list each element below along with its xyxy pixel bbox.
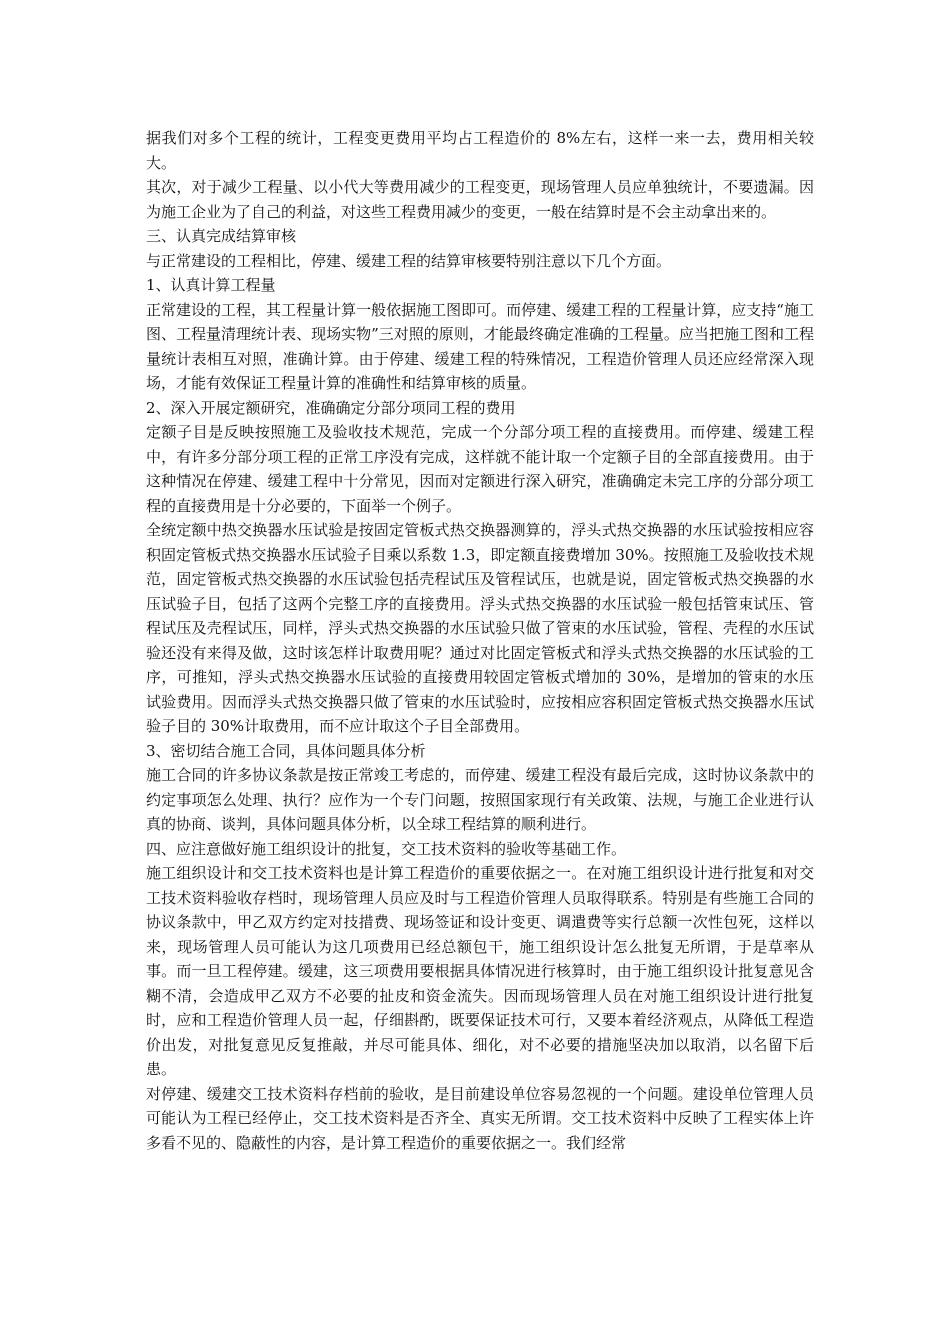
- subheading-contract: 3、密切结合施工合同，具体问题具体分析: [146, 741, 426, 760]
- paragraph-quantity: 正常建设的工程，其工程量计算一般依据施工图即可。而停建、缓建工程的工程量计算，应支持“施工图、工程量清理统计表、现场实物”三对照的原则，才能最终确定准确的工程量。应当把施工图和工程量统计表相互对照，准确计算。由于停建、缓建工程的特殊情况，工程造价管理人员还应经常深入现场，才能有效保证工程量计算的准确性和结算审核的质量。: [146, 300, 814, 392]
- subheading-quantity: 1、认真计算工程量: [146, 276, 276, 294]
- paragraph-construction-design: 施工组织设计和交工技术资料也是计算工程造价的重要依据之一。在对施工组织设计进行批复和对交工技术资料验收存档时，现场管理人员应及时与工程造价管理人员取得联系。特别是有些施工合同的协议条款中，甲乙双方约定对技措费、现场签证和设计变更、调遣费等实行总额一次性包死，这样以来，现场管理人员可能认为这几项费用已经总额包干，施工组织设计怎么批复无所谓，于是草率从事。而一旦工程停建。缓建，这三项费用要根据具体情况进行核算时，由于施工组织设计批复意见含糊不清，会造成甲乙双方不必要的扯皮和资金流失。因而现场管理人员在对施工组织设计进行批复时，应和工程造价管理人员一起，仔细斟酌，既要保证技术可行，又要本着经济观点，从降低工程造价出发，对批复意见反复推敲，并尽可能具体、细化，对不必要的措施坚决加以取消，以名留下后患。: [146, 864, 814, 1078]
- paragraph-review-intro: 与正常建设的工程相比，停建、缓建工程的结算审核要特别注意以下几个方面。: [146, 251, 672, 270]
- document-body: [146, 126, 814, 1155]
- paragraph-heat-exchanger-example: 全统定额中热交换器水压试验是按固定管板式热交换器测算的，浮头式热交换器的水压试验按相应容积固定管板式热交换器水压试验子目乘以系数 1.3，即定额直接费增加 30%。按照施工及验收技术规范，固定管板式热交换器的水压试验包括壳程试压及管程试压，也就是说，固定管板式热交换器的水压试验子目，包括了这两个完整工序的直接费用。浮头式热交换器的水压试验一般包括管束试压、管程试压及壳程试压，同样，浮头式热交换器的水压试验只做了管束的水压试验，管程、壳程的水压试验还没有来得及做，这时该怎样计取费用呢？通过对比固定管板式和浮头式热交换器的水压试验的工序，可推知，浮头式热交换器水压试验的直接费用较固定管板式增加的 30%，是增加的管束的水压试验费用。因而浮头式热交换器只做了管束的水压试验时，应按相应容积固定管板式热交换器水压试验子目的 30%计取费用，而不应计取这个子目全部费用。: [146, 521, 814, 735]
- subheading-quota-research: 2、深入开展定额研究，准确确定分部分项同工程的费用: [146, 398, 516, 417]
- paragraph-contract: 施工合同的许多协议条款是按正常竣工考虑的，而停建、缓建工程没有最后完成，这时协议条款中的约定事项怎么处理、执行？应作为一个专门问题，按照国家现行有关政策、法规，与施工企业进行认真的协商、谈判，具体问题具体分析，以全球工程结算的顺利进行。: [146, 766, 814, 833]
- paragraph-technical-archive: 对停建、缓建交工技术资料存档前的验收，是目前建设单位容易忽视的一个问题。建设单位管理人员可能认为工程已经停止，交工技术资料是否齐全、真实无所谓。交工技术资料中反映了工程实体上许多看不见的、隐蔽性的内容，是计算工程造价的重要依据之一。我们经常: [146, 1084, 814, 1152]
- section-heading-construction-design: 四、应注意做好施工组织设计的批复，交工技术资料的验收等基础工作。: [146, 839, 627, 858]
- paragraph-reduction-changes: 其次，对于减少工程量、以小代大等费用减少的工程变更，现场管理人员应单独统计，不要遗漏。因为施工企业为了自己的利益，对这些工程费用减少的变更，一般在结算时是不会主动拿出来的。: [146, 178, 814, 221]
- paragraph-quota-research: 定额子目是反映按照施工及验收技术规范，完成一个分部分项工程的直接费用。而停建、缓建工程中，有许多分部分项工程的正常工序没有完成，这样就不能计取一个定额子目的全部直接费用。由于这种情况在停建、缓建工程中十分常见，因而对定额进行深入研究，准确确定未完工序的分部分项工程的直接费用是十分必要的，下面举一个例子。: [146, 423, 814, 515]
- paragraph-variation-cost: 据我们对多个工程的统计，工程变更费用平均占工程造价的 8%左右，这样一来一去，费用相关较大。: [146, 129, 814, 172]
- section-heading-settlement-review: 三、认真完成结算审核: [146, 227, 297, 245]
